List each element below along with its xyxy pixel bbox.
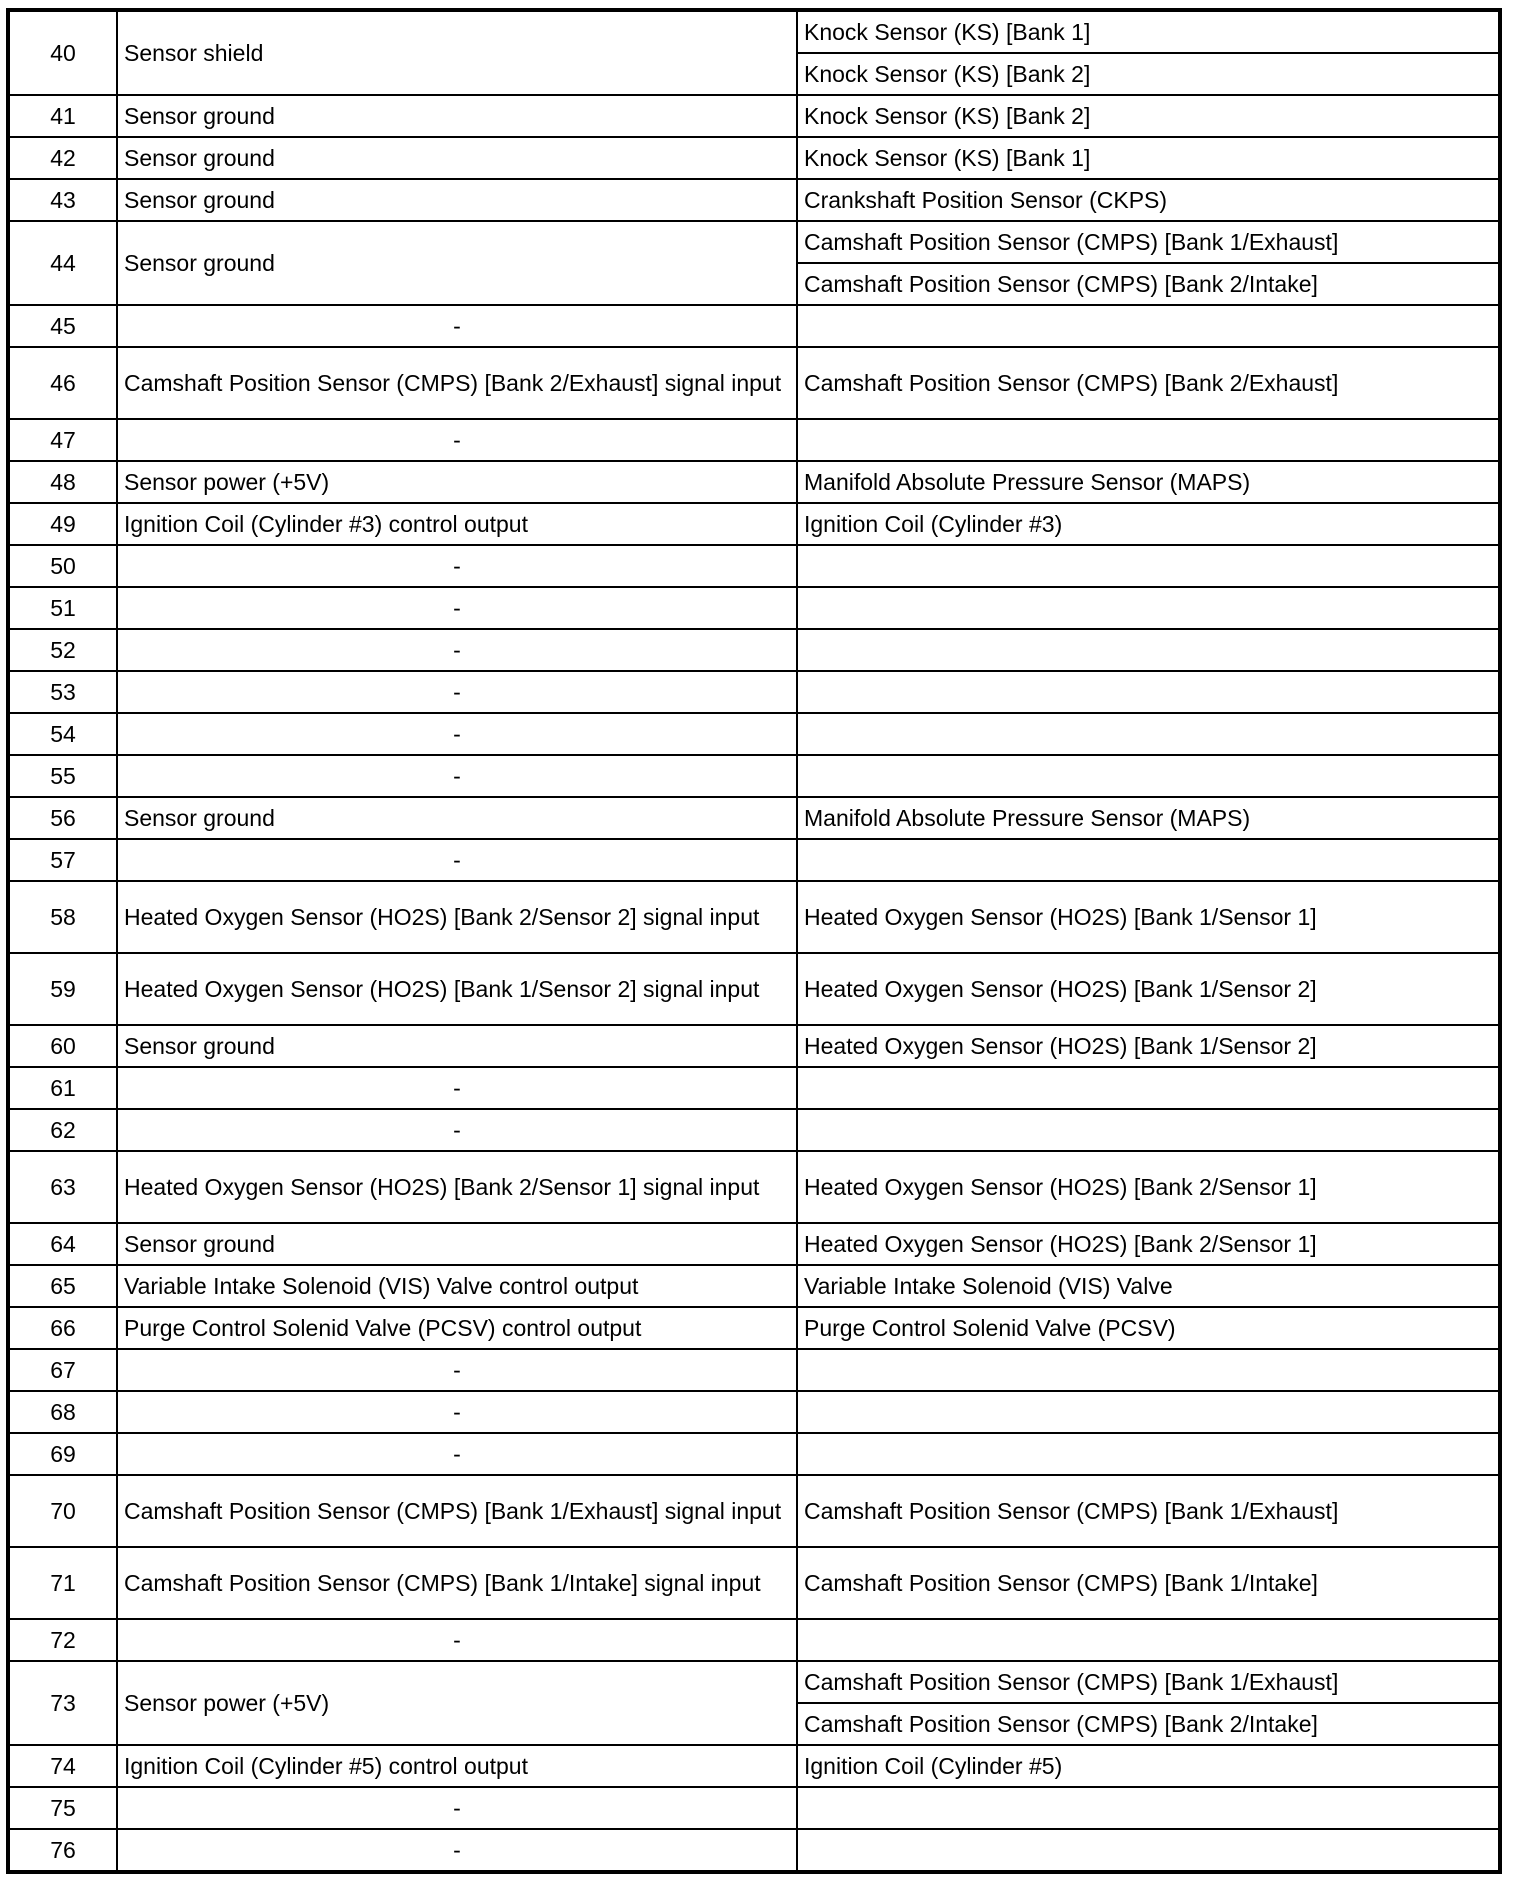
pin-number: 73 <box>8 1661 117 1745</box>
connected-component: Camshaft Position Sensor (CMPS) [Bank 1/Exhaust] <box>797 1661 1500 1703</box>
pin-number: 70 <box>8 1475 117 1547</box>
pin-description: - <box>117 629 797 671</box>
pin-number: 68 <box>8 1391 117 1433</box>
table-row <box>8 1619 1500 1661</box>
connected-component <box>797 1787 1500 1829</box>
pin-description: - <box>117 1349 797 1391</box>
table-row <box>8 95 1500 137</box>
pin-description: Camshaft Position Sensor (CMPS) [Bank 1/Intake] signal input <box>117 1547 797 1619</box>
pin-description: Purge Control Solenid Valve (PCSV) control output <box>117 1307 797 1349</box>
pin-description-table <box>6 8 1502 1874</box>
pin-number: 46 <box>8 347 117 419</box>
pin-description: Camshaft Position Sensor (CMPS) [Bank 2/Exhaust] signal input <box>117 347 797 419</box>
connected-component: Knock Sensor (KS) [Bank 2] <box>797 53 1500 95</box>
table-row <box>8 1265 1500 1307</box>
table-row <box>8 629 1500 671</box>
connected-component <box>797 713 1500 755</box>
table-row <box>8 755 1500 797</box>
pin-number: 50 <box>8 545 117 587</box>
pin-description: - <box>117 1391 797 1433</box>
table-row <box>8 1067 1500 1109</box>
connected-component <box>797 545 1500 587</box>
table-row <box>8 1109 1500 1151</box>
connected-component: Heated Oxygen Sensor (HO2S) [Bank 1/Sensor 2] <box>797 953 1500 1025</box>
table-row <box>8 1349 1500 1391</box>
table-row <box>8 179 1500 221</box>
table-row <box>8 419 1500 461</box>
pin-description: Sensor ground <box>117 137 797 179</box>
pin-number: 71 <box>8 1547 117 1619</box>
pin-number: 66 <box>8 1307 117 1349</box>
pin-description: Sensor ground <box>117 179 797 221</box>
pin-number: 54 <box>8 713 117 755</box>
pin-description: - <box>117 1829 797 1872</box>
table-row <box>8 839 1500 881</box>
connected-component <box>797 671 1500 713</box>
pin-description: Sensor ground <box>117 797 797 839</box>
pin-number: 56 <box>8 797 117 839</box>
connected-component: Camshaft Position Sensor (CMPS) [Bank 1/Intake] <box>797 1547 1500 1619</box>
pin-number: 43 <box>8 179 117 221</box>
table-row <box>8 1151 1500 1223</box>
pin-description: Sensor shield <box>117 10 797 95</box>
pin-number: 62 <box>8 1109 117 1151</box>
pin-description: - <box>117 1067 797 1109</box>
pin-description: Heated Oxygen Sensor (HO2S) [Bank 2/Sensor 2] signal input <box>117 881 797 953</box>
connected-component <box>797 755 1500 797</box>
table-row <box>8 671 1500 713</box>
connected-component <box>797 587 1500 629</box>
connected-component <box>797 1349 1500 1391</box>
pin-description: - <box>117 1109 797 1151</box>
table-row <box>8 1829 1500 1872</box>
table-row <box>8 1307 1500 1349</box>
pin-number: 44 <box>8 221 117 305</box>
pin-number: 74 <box>8 1745 117 1787</box>
pin-number: 41 <box>8 95 117 137</box>
pin-number: 76 <box>8 1829 117 1872</box>
pin-number: 40 <box>8 10 117 95</box>
pin-number: 42 <box>8 137 117 179</box>
pin-description: Sensor ground <box>117 221 797 305</box>
table-row <box>8 503 1500 545</box>
table-row <box>8 1433 1500 1475</box>
pin-description: Sensor ground <box>117 95 797 137</box>
connected-component: Knock Sensor (KS) [Bank 2] <box>797 95 1500 137</box>
pin-description: Sensor ground <box>117 1025 797 1067</box>
pin-description: Ignition Coil (Cylinder #3) control output <box>117 503 797 545</box>
pin-number: 69 <box>8 1433 117 1475</box>
pin-description: - <box>117 305 797 347</box>
pin-number: 64 <box>8 1223 117 1265</box>
pin-description: - <box>117 419 797 461</box>
pin-description: - <box>117 545 797 587</box>
connected-component: Manifold Absolute Pressure Sensor (MAPS) <box>797 797 1500 839</box>
connected-component: Crankshaft Position Sensor (CKPS) <box>797 179 1500 221</box>
connected-component <box>797 305 1500 347</box>
pin-number: 67 <box>8 1349 117 1391</box>
pin-number: 61 <box>8 1067 117 1109</box>
pin-number: 47 <box>8 419 117 461</box>
table-row <box>8 713 1500 755</box>
connected-component <box>797 1067 1500 1109</box>
table-row <box>8 797 1500 839</box>
pin-description: - <box>117 1433 797 1475</box>
pin-description: - <box>117 1787 797 1829</box>
table-row <box>8 545 1500 587</box>
connected-component: Manifold Absolute Pressure Sensor (MAPS) <box>797 461 1500 503</box>
table-row <box>8 221 1500 263</box>
pin-number: 58 <box>8 881 117 953</box>
pin-number: 63 <box>8 1151 117 1223</box>
connected-component <box>797 629 1500 671</box>
table-row <box>8 347 1500 419</box>
table-row <box>8 1475 1500 1547</box>
table-row <box>8 1745 1500 1787</box>
connected-component: Camshaft Position Sensor (CMPS) [Bank 2/Intake] <box>797 263 1500 305</box>
pin-description: Variable Intake Solenoid (VIS) Valve control output <box>117 1265 797 1307</box>
connected-component <box>797 1109 1500 1151</box>
connected-component: Purge Control Solenid Valve (PCSV) <box>797 1307 1500 1349</box>
pin-number: 55 <box>8 755 117 797</box>
connected-component: Ignition Coil (Cylinder #3) <box>797 503 1500 545</box>
connected-component: Heated Oxygen Sensor (HO2S) [Bank 1/Sensor 2] <box>797 1025 1500 1067</box>
connected-component: Heated Oxygen Sensor (HO2S) [Bank 2/Sensor 1] <box>797 1151 1500 1223</box>
connected-component: Variable Intake Solenoid (VIS) Valve <box>797 1265 1500 1307</box>
pin-description: Sensor power (+5V) <box>117 1661 797 1745</box>
connected-component <box>797 839 1500 881</box>
connected-component <box>797 1433 1500 1475</box>
pin-number: 48 <box>8 461 117 503</box>
pin-description: Sensor power (+5V) <box>117 461 797 503</box>
pin-description: - <box>117 755 797 797</box>
pin-number: 65 <box>8 1265 117 1307</box>
connected-component <box>797 1391 1500 1433</box>
table-row <box>8 1025 1500 1067</box>
pin-description: - <box>117 839 797 881</box>
pin-description: - <box>117 1619 797 1661</box>
pin-number: 60 <box>8 1025 117 1067</box>
pin-number: 49 <box>8 503 117 545</box>
connected-component: Camshaft Position Sensor (CMPS) [Bank 1/Exhaust] <box>797 221 1500 263</box>
pin-number: 53 <box>8 671 117 713</box>
table-row <box>8 1661 1500 1703</box>
pin-description: Heated Oxygen Sensor (HO2S) [Bank 2/Sensor 1] signal input <box>117 1151 797 1223</box>
pin-number: 51 <box>8 587 117 629</box>
table-row <box>8 1391 1500 1433</box>
pin-number: 75 <box>8 1787 117 1829</box>
table-row <box>8 587 1500 629</box>
pin-number: 57 <box>8 839 117 881</box>
table-row <box>8 137 1500 179</box>
connected-component: Heated Oxygen Sensor (HO2S) [Bank 2/Sensor 1] <box>797 1223 1500 1265</box>
table-body <box>8 10 1500 1872</box>
connected-component: Knock Sensor (KS) [Bank 1] <box>797 10 1500 53</box>
connected-component <box>797 1829 1500 1872</box>
table-row <box>8 881 1500 953</box>
table-row <box>8 1547 1500 1619</box>
connected-component <box>797 1619 1500 1661</box>
pin-number: 72 <box>8 1619 117 1661</box>
connected-component: Camshaft Position Sensor (CMPS) [Bank 2/Intake] <box>797 1703 1500 1745</box>
pin-description: Camshaft Position Sensor (CMPS) [Bank 1/Exhaust] signal input <box>117 1475 797 1547</box>
pin-description: - <box>117 713 797 755</box>
pin-number: 45 <box>8 305 117 347</box>
pin-number: 52 <box>8 629 117 671</box>
table-row <box>8 10 1500 53</box>
table-row <box>8 1223 1500 1265</box>
pin-description: - <box>117 587 797 629</box>
connected-component: Ignition Coil (Cylinder #5) <box>797 1745 1500 1787</box>
table-row <box>8 953 1500 1025</box>
pin-description: - <box>117 671 797 713</box>
pin-number: 59 <box>8 953 117 1025</box>
table-row <box>8 305 1500 347</box>
pin-description: Ignition Coil (Cylinder #5) control output <box>117 1745 797 1787</box>
connected-component: Heated Oxygen Sensor (HO2S) [Bank 1/Sensor 1] <box>797 881 1500 953</box>
pin-description: Sensor ground <box>117 1223 797 1265</box>
table-row <box>8 461 1500 503</box>
connected-component: Knock Sensor (KS) [Bank 1] <box>797 137 1500 179</box>
pin-description: Heated Oxygen Sensor (HO2S) [Bank 1/Sensor 2] signal input <box>117 953 797 1025</box>
connected-component: Camshaft Position Sensor (CMPS) [Bank 2/Exhaust] <box>797 347 1500 419</box>
table-row <box>8 1787 1500 1829</box>
connected-component: Camshaft Position Sensor (CMPS) [Bank 1/Exhaust] <box>797 1475 1500 1547</box>
connected-component <box>797 419 1500 461</box>
